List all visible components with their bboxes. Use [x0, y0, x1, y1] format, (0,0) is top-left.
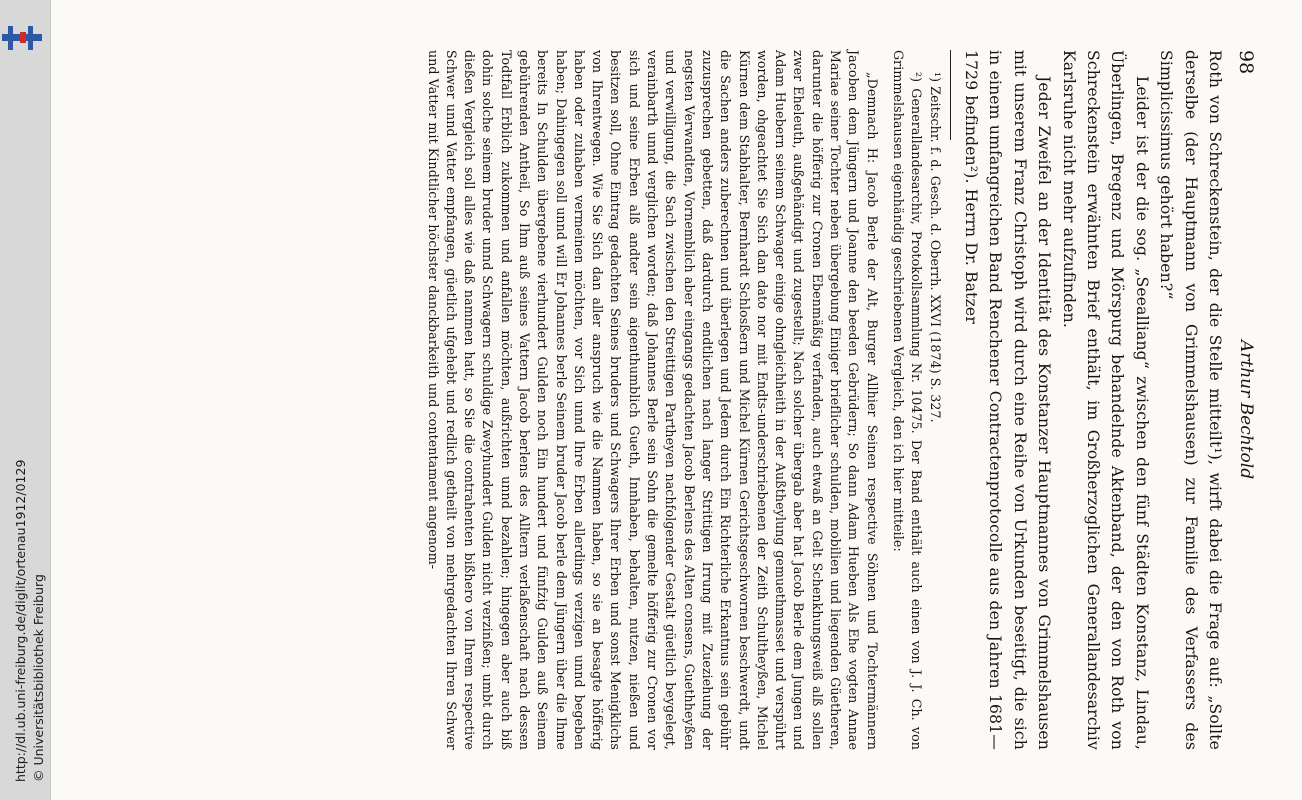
paragraph-1: Roth von Schreckenstein, der die Stelle mitteilt¹), wirft dabei die Frage auf: „Sollte derselbe (der Hauptmann von Grimmelshausen) zur Familie des Verfassers des Simplicissimus gehört haben?“: [1157, 50, 1224, 750]
page-number: 98: [1235, 50, 1257, 75]
footnote-1: ¹) Zeitschr. f. d. Gesch. d. Oberrh. XXVI (1874) S. 327.: [927, 72, 943, 423]
quoted-document: [423, 50, 880, 750]
body-text: [959, 50, 1227, 750]
scanned-page: [51, 0, 1302, 800]
source-url[interactable]: http://dl.ub.uni-freiburg.de/diglit/ortenau1912/0129: [13, 459, 28, 782]
paragraph-2: Leider ist der die sog. „Seealliang“ zwischen den fünf Städten Konstanz, Lindau, Überlingen, Bregenz und Mörspurg behandelnde Aktenband, der den von Roth von Schreckenstein erwähnten Brief enthält, im Großherzoglichen Generallandesarchiv Karlsruhe nicht mehr aufzufinden.: [1059, 50, 1151, 750]
quote-paragraph: „Demnach H: Jacob Berle der Alt, Burger Allhier Seinen respective Söhnen und Tochtermännern Jacoben dem Jüngern und Joanne den beeden Gebrüdern; So dann Adam Hueben Als Ehe vogten Annae Mariae seiner Tochter neben übergebung Einiger brieflicher schulden, mobilien und liegenden Güetheren, darunter die höfferig zur Cronen Ebenmäßig verfanden, auch etwaß an Gelt Schenkhungsweiß alß sollen zwer Eheleuth, außgehändigt und zugestellt; Nach solcher übergab aber hat Jacob Berle dem Jungen und Adam Huebern seinem Schwager einige ohngleichheith in der Außtheylung gemuethmasset und verspührt worden, ohgeachtet Sie Sich dan dato nor mit Endts-underschriebenen der Zeith Schultheyßen, Michel Kürnen dem Stabhalter, Bernhardt Schlosßern und Michel Kürnen Gerichtsgeschwornen beschwerdt, undt die Sachen anders zuberechnen und überlegen und Jedem durch Ein Richterliche Erkantnus sein gebühr zuzusprechen gebetten, daß dardurch endtlichen nach langer Strittigen Irrung mit Zueziehung der negsten Verwandten, Vornemblich aber eingangs gedachten Jacob Berlens des Alten consens, Guethheyßen und verwilligung, die Sach zwischen den Streittigen Partheyen nachfolgender Gestalt güetlich beygelegt, verainbarth unnd verglichen worden; daß Johannes Berle sein Sohn die gemelte höfferig zur Cronen vor sich und seine Erben alß andter sein aigenthumblich Gueth, Innhaben, behalten, nutzen, nießen und besitzen soll, Ohne Eintrag gedachten Seines bruders und Schwagers Ihrer Erben und sonst Menigklichs von Ihrentwegen. Wie Sie Sich dan aller anspruch wie die Nammen haben, so sie an besagte höfferig haben oder zuhaben vermeinen möchten, vor Sich unnd Ihre Erben allerdings verzigen unnd begeben haben; Dahingegen soll unnd will Er Johannes berle Seinem bruder Jacob berle dem Jüngern über die Ihme bereits In Schulden übergebene vierhundert Gulden noch Ein hundert und fünfzig Gulden auß Seinem gebührenden Antheil, So Ihm auß seines Vattern Jacob berlens des Alltern verlaßenschaft nach dessen Todtfall Erblich zukommen und anfallen möchten, außrichten unnd bezahlen; hingegen aber auch biß dohin solche seinem bruder unnd Schwagern schuldige Zweyhundert Gulden nicht verzinßen; umbt durch dießen Vergleich soll alles wie daß nammen hatt, so Sie die contrahenten bißhero von Ihrem respective Schwer unnd Vatter empfangen, güetlich ufgehebt und redlich getheilt von mehrgedachten Ihren Schwer und Vatter mit Kindtlicher höchster danckbarkeith und contentament angenom-: [425, 50, 880, 750]
viewer-sidebar: [0, 0, 51, 800]
page-content: [201, 50, 1261, 750]
paragraph-3: Jeder Zweifel an der Identität des Konstanzer Hauptmannes von Grimmelshausen mit unserem Franz Christoph wird durch eine Reihe von Urkunden beseitigt, die sich in einem umfangreichen Band Renchener Contractenprotocolle aus den Jahren 1681—1729 befinden²). Herrn Dr. Batzer: [961, 50, 1054, 750]
footnotes: [889, 50, 944, 750]
page-header: [1231, 50, 1261, 750]
running-head: Arthur Bechtold: [1236, 340, 1256, 480]
copyright-notice: © Universitätsbibliothek Freiburg: [31, 574, 46, 782]
footnote-rule: [950, 50, 951, 140]
footnote-2: ²) Generallandesarchiv, Protokollsammlung Nr. 10475. Der Band enthält auch einen von J. J. Ch. von Grimmelshausen eigenhändig geschriebenen Vergleich, den ich hier mitteile:: [890, 50, 925, 750]
source-info: [12, 0, 52, 800]
